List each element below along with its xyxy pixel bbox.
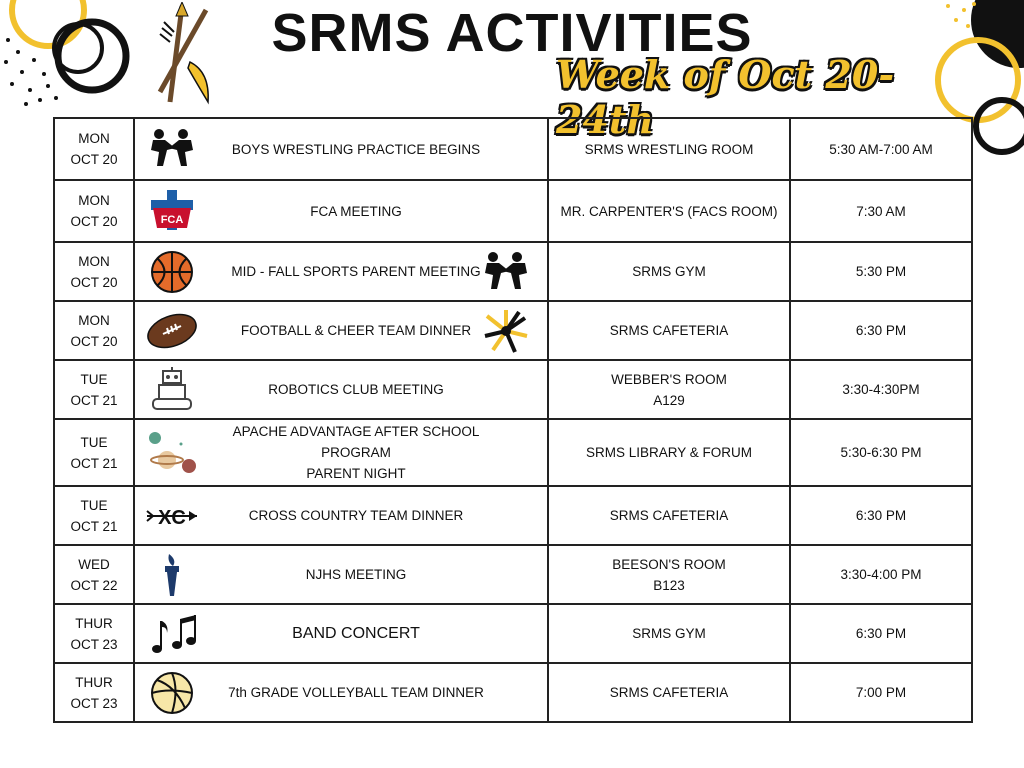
location-cell [548, 118, 790, 180]
table-row [54, 545, 972, 604]
location-cell [548, 419, 790, 486]
day-cell [54, 486, 134, 545]
event-name [198, 379, 484, 400]
wrestlers-icon [479, 249, 533, 295]
pompom-icon [479, 308, 533, 354]
time-cell [790, 545, 972, 604]
date-label: OCT 20 [70, 152, 118, 167]
page-title: SRMS ACTIVITIES [271, 3, 753, 63]
event-name [179, 505, 504, 526]
day-label: MON [78, 131, 110, 146]
time-cell [790, 604, 972, 663]
location-cell [548, 301, 790, 360]
location-label: SRMS GYM [632, 264, 706, 279]
event-cell [134, 360, 548, 419]
day-cell [54, 663, 134, 722]
location-label: BEESON'S ROOM [612, 556, 726, 572]
table-row [54, 486, 972, 545]
event-title: APACHE ADVANTAGE AFTER SCHOOL PROGRAM [232, 424, 480, 460]
event-cell [134, 486, 548, 545]
date-label: OCT 21 [70, 455, 118, 471]
time-label: 6:30 PM [855, 508, 907, 523]
time-label: 5:30 AM-7:00 AM [829, 141, 933, 157]
location-subtext: B123 [653, 577, 685, 593]
event-title: 7th GRADE VOLLEYBALL TEAM DINNER [228, 685, 484, 700]
date-label: OCT 21 [70, 518, 118, 534]
location-cell [548, 360, 790, 419]
table-row [54, 663, 972, 722]
date-label: OCT 23 [70, 636, 118, 652]
time-label: 5:30 PM [855, 264, 907, 279]
time-label: 7:00 PM [855, 685, 907, 700]
location-label: SRMS WRESTLING ROOM [584, 141, 754, 157]
event-cell [134, 301, 548, 360]
time-cell [790, 180, 972, 242]
table-row [54, 180, 972, 242]
location-label: SRMS CAFETERIA [609, 685, 729, 700]
svg-text:XC: XC [158, 506, 186, 529]
volleyball-icon [145, 670, 199, 716]
date-label: OCT 23 [70, 695, 118, 711]
wrestlers-icon [145, 126, 199, 172]
event-title: FCA MEETING [310, 203, 402, 219]
day-cell [54, 180, 134, 242]
location-label: SRMS CAFETERIA [609, 508, 729, 523]
event-cell [134, 242, 548, 301]
football-icon [145, 308, 199, 354]
time-cell [790, 301, 972, 360]
day-cell [54, 301, 134, 360]
day-cell [54, 360, 134, 419]
basketball-icon [145, 249, 199, 295]
location-label: MR. CARPENTER'S (FACS ROOM) [560, 203, 778, 219]
location-cell [548, 242, 790, 301]
event-title: NJHS MEETING [305, 567, 407, 582]
event-cell [134, 180, 548, 242]
day-cell [54, 242, 134, 301]
day-label: TUE [80, 497, 108, 513]
time-label: 7:30 AM [856, 203, 906, 219]
time-cell [790, 419, 972, 486]
svg-text:FCA: FCA [160, 214, 184, 226]
location-cell [548, 180, 790, 242]
day-label: THUR [75, 674, 113, 690]
event-title: MID - FALL SPORTS PARENT MEETING [231, 264, 481, 279]
event-name [162, 139, 520, 160]
event-name [158, 682, 524, 703]
robot-icon [145, 367, 199, 413]
event-cell [134, 118, 548, 180]
table-row [54, 242, 972, 301]
event-cell [134, 663, 548, 722]
event-cell [134, 545, 548, 604]
day-cell [54, 419, 134, 486]
event-name [222, 623, 460, 644]
fca-logo-icon [145, 188, 199, 234]
location-cell [548, 545, 790, 604]
event-title: ROBOTICS CLUB MEETING [268, 382, 444, 397]
event-name [236, 564, 447, 585]
day-cell [54, 604, 134, 663]
event-title: BAND CONCERT [292, 625, 420, 642]
date-label: OCT 20 [70, 333, 118, 349]
time-label: 6:30 PM [855, 626, 907, 641]
page-subtitle: Week of Oct 20-24th [556, 52, 895, 142]
table-row [54, 419, 972, 486]
event-cell [134, 419, 548, 486]
day-label: MON [78, 253, 110, 269]
event-name [171, 320, 511, 341]
time-cell [790, 663, 972, 722]
planets-icon [145, 430, 199, 476]
location-cell [548, 486, 790, 545]
day-label: MON [78, 312, 110, 328]
time-cell [790, 242, 972, 301]
location-cell [548, 604, 790, 663]
time-cell [790, 118, 972, 180]
day-label: MON [78, 193, 110, 208]
time-cell [790, 486, 972, 545]
time-cell [790, 360, 972, 419]
event-name [240, 201, 442, 222]
time-label: 3:30-4:00 PM [840, 567, 922, 582]
table-row [54, 118, 972, 180]
day-label: TUE [80, 434, 108, 450]
location-label: WEBBER'S ROOM [611, 371, 727, 387]
day-cell [54, 118, 134, 180]
music-notes-icon [145, 611, 199, 657]
event-title: FOOTBALL & CHEER TEAM DINNER [240, 323, 472, 338]
location-label: SRMS CAFETERIA [609, 323, 729, 338]
day-label: WED [78, 556, 110, 572]
day-cell [54, 545, 134, 604]
date-label: OCT 21 [70, 392, 118, 408]
location-subtext: A129 [653, 392, 685, 408]
time-label: 5:30-6:30 PM [840, 445, 922, 460]
event-cell [134, 604, 548, 663]
date-label: OCT 20 [70, 214, 118, 229]
table-row [54, 604, 972, 663]
time-label: 3:30-4:30PM [842, 382, 920, 397]
day-label: TUE [80, 371, 108, 387]
xc-arrow-icon [145, 493, 199, 539]
location-label: SRMS GYM [632, 626, 706, 641]
event-name [161, 261, 520, 282]
torch-icon [145, 552, 199, 598]
time-label: 6:30 PM [855, 323, 907, 338]
table-row [54, 301, 972, 360]
event-subtext: PARENT NIGHT [306, 466, 406, 481]
activities-table [53, 117, 973, 723]
table-row [54, 360, 972, 419]
date-label: OCT 22 [70, 577, 118, 593]
location-label: SRMS LIBRARY & FORUM [585, 445, 753, 460]
event-title: BOYS WRESTLING PRACTICE BEGINS [231, 141, 481, 157]
location-cell [548, 663, 790, 722]
event-title: CROSS COUNTRY TEAM DINNER [248, 508, 464, 523]
date-label: OCT 20 [70, 274, 118, 290]
day-label: THUR [75, 615, 113, 631]
